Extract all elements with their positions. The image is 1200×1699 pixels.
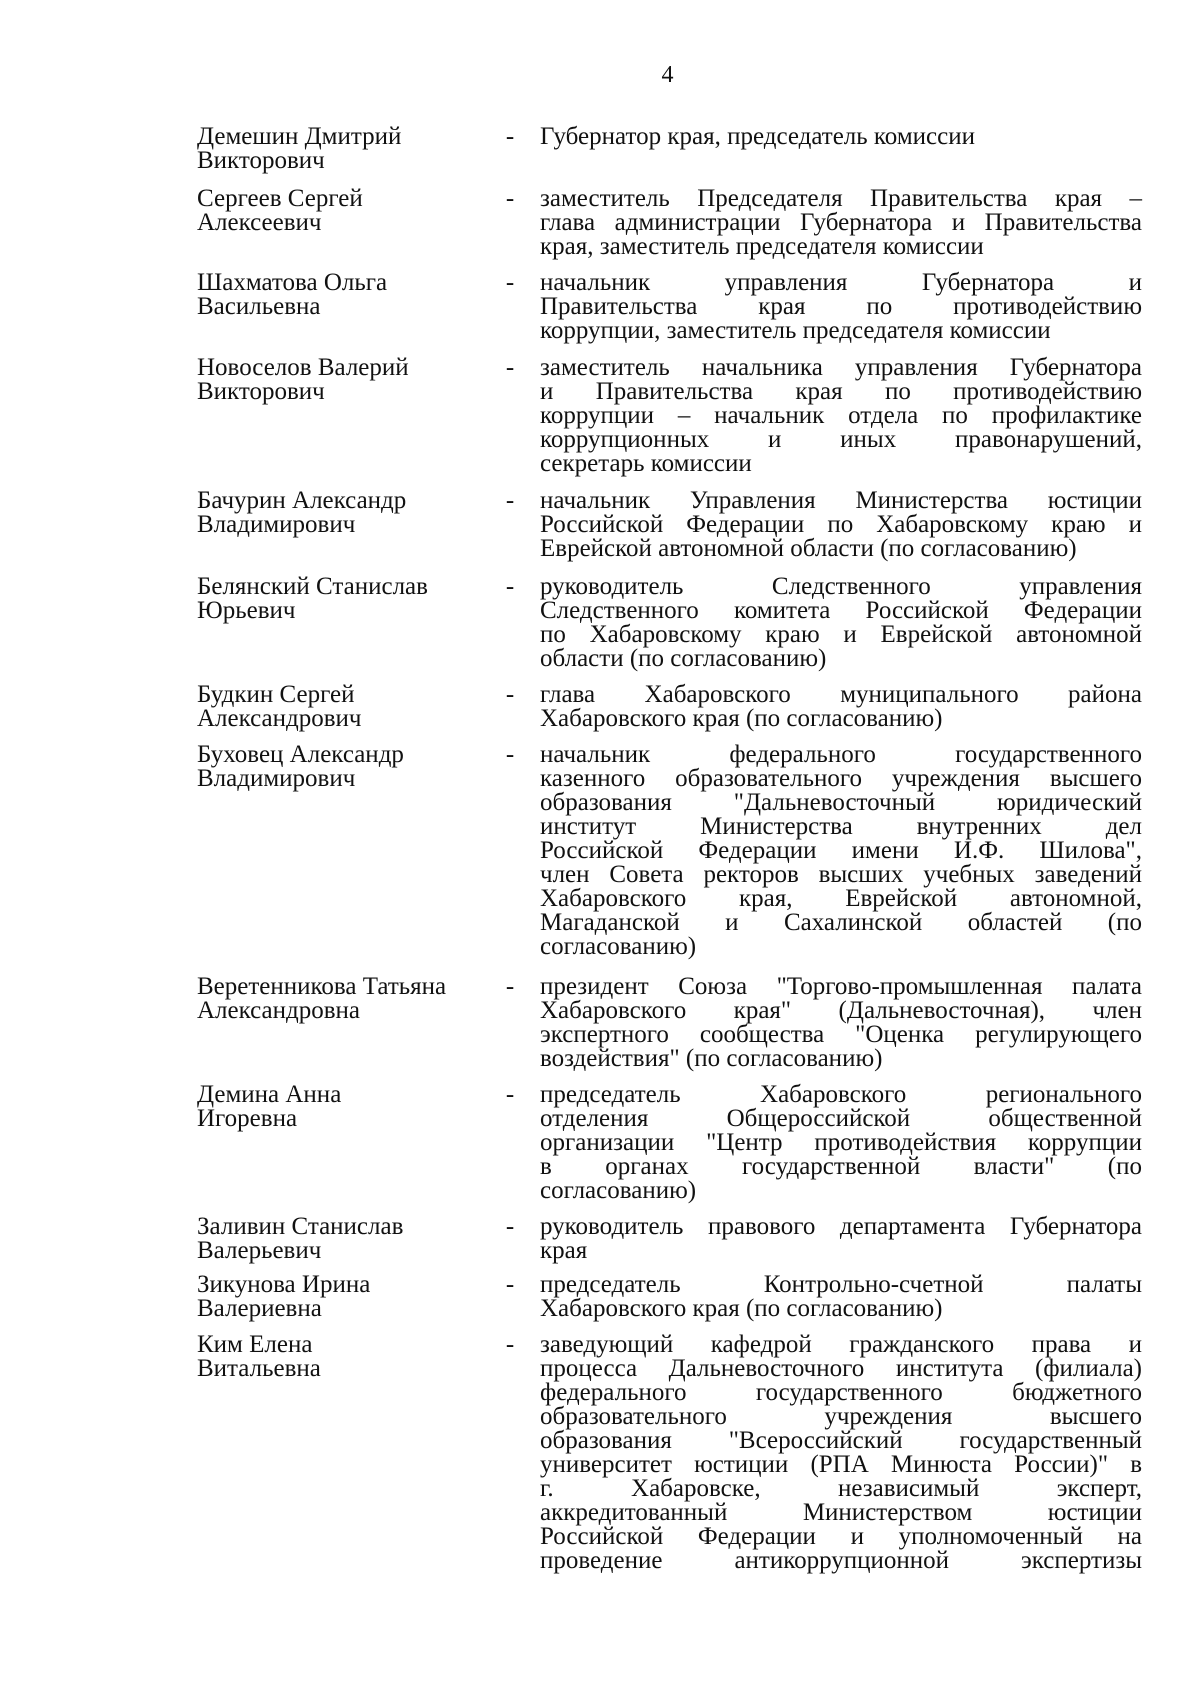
member-name-line: Новоселов Валерий xyxy=(197,354,409,381)
member-role-line: Хабаровского края (по согласованию) xyxy=(540,1295,943,1322)
member-role-line: университет юстиции (РПА Минюста России)" в xyxy=(540,1451,1142,1478)
member-name xyxy=(197,683,487,731)
member-role xyxy=(540,1215,1142,1263)
member-role-line: воздействия" (по согласованию) xyxy=(540,1045,883,1072)
separator-dash: - xyxy=(505,185,515,212)
member-name xyxy=(197,1333,487,1381)
member-role-line: председатель Контрольно-счетной палаты xyxy=(540,1271,1142,1298)
member-name xyxy=(197,975,487,1023)
member-name-line: Буховец Александр xyxy=(197,741,404,768)
member-role xyxy=(540,743,1142,959)
member-role-line: края xyxy=(540,1237,588,1264)
separator-dash: - xyxy=(505,1213,515,1240)
member-role-line: проведение антикоррупционной экспертизы xyxy=(540,1547,1142,1574)
member-role-line: президент Союза "Торгово-промышленная палата xyxy=(540,973,1142,1000)
member-role-line: председатель Хабаровского регионального xyxy=(540,1081,1142,1108)
member-name-line: Шахматова Ольга xyxy=(197,269,388,296)
member-name-line: Александрович xyxy=(197,705,362,732)
separator-dash: - xyxy=(505,741,515,768)
member-role-line: секретарь комиссии xyxy=(540,450,752,477)
member-name-line: Демешин Дмитрий xyxy=(197,123,402,150)
member-name xyxy=(197,743,487,791)
member-role xyxy=(540,575,1142,671)
member-role-line: Следственного комитета Российской Федерации xyxy=(540,597,1142,624)
member-role-line: руководитель Следственного управления xyxy=(540,573,1142,600)
member-name-line: Юрьевич xyxy=(197,597,296,624)
member-role-line: Российской Федерации по Хабаровскому краю и xyxy=(540,511,1142,538)
member-role-line: края, заместитель председателя комиссии xyxy=(540,233,984,260)
member-name xyxy=(197,271,487,319)
separator-dash: - xyxy=(505,487,515,514)
member-role xyxy=(540,489,1142,561)
member-name-line: Белянский Станислав xyxy=(197,573,428,600)
member-name-line: Демина Анна xyxy=(197,1081,342,1108)
member-role-line: федерального государственного бюджетного xyxy=(540,1379,1142,1406)
member-role-line: по Хабаровскому краю и Еврейской автономной xyxy=(540,621,1142,648)
member-role-line: г. Хабаровске, независимый эксперт, xyxy=(540,1475,1142,1502)
member-role-line: член Совета ректоров высших учебных заведений xyxy=(540,861,1142,888)
member-name xyxy=(197,1215,487,1263)
member-role-line: Губернатор края, председатель комиссии xyxy=(540,123,975,150)
member-role-line: экспертного сообщества "Оценка регулирующего xyxy=(540,1021,1142,1048)
member-role-line: образования "Всероссийский государственный xyxy=(540,1427,1142,1454)
member-role-line: институт Министерства внутренних дел xyxy=(540,813,1142,840)
member-name xyxy=(197,125,487,173)
member-name-line: Бачурин Александр xyxy=(197,487,407,514)
member-name-line: Валериевна xyxy=(197,1295,322,1322)
member-role-line: отделения Общероссийской общественной xyxy=(540,1105,1142,1132)
member-role xyxy=(540,187,1142,259)
member-role xyxy=(540,1333,1142,1573)
member-name xyxy=(197,1083,487,1131)
member-name-line: Владимирович xyxy=(197,511,356,538)
member-role-line: заместитель Председателя Правительства края – xyxy=(540,185,1142,212)
member-name xyxy=(197,575,487,623)
member-role-line: коррупционных и иных правонарушений, xyxy=(540,426,1142,453)
separator-dash: - xyxy=(505,1331,515,1358)
member-role-line: Хабаровского края" (Дальневосточная), член xyxy=(540,997,1142,1024)
member-role xyxy=(540,125,1142,149)
member-role-line: образовательного учреждения высшего xyxy=(540,1403,1142,1430)
separator-dash: - xyxy=(505,573,515,600)
member-role xyxy=(540,1273,1142,1321)
member-role-line: заведующий кафедрой гражданского права и xyxy=(540,1331,1142,1358)
member-role-line: и Правительства края по противодействию xyxy=(540,378,1142,405)
separator-dash: - xyxy=(505,973,515,1000)
member-role-line: организации "Центр противодействия коррупции xyxy=(540,1129,1142,1156)
member-role-line: согласованию) xyxy=(540,1177,697,1204)
member-name-line: Заливин Станислав xyxy=(197,1213,404,1240)
member-role xyxy=(540,975,1142,1071)
member-name-line: Будкин Сергей xyxy=(197,681,355,708)
member-name-line: Владимирович xyxy=(197,765,356,792)
member-name xyxy=(197,1273,487,1321)
member-name xyxy=(197,489,487,537)
member-name xyxy=(197,187,487,235)
member-role-line: Правительства края по противодействию xyxy=(540,293,1142,320)
separator-dash: - xyxy=(505,354,515,381)
member-role xyxy=(540,356,1142,476)
separator-dash: - xyxy=(505,1271,515,1298)
member-name-line: Ким Елена xyxy=(197,1331,313,1358)
member-role-line: процесса Дальневосточного института (филиала) xyxy=(540,1355,1142,1382)
member-role-line: в органах государственной власти" (по xyxy=(540,1153,1142,1180)
separator-dash: - xyxy=(505,681,515,708)
member-role-line: области (по согласованию) xyxy=(540,645,827,672)
member-role-line: Хабаровского края, Еврейской автономной, xyxy=(540,885,1142,912)
separator-dash: - xyxy=(505,123,515,150)
member-name-line: Валерьевич xyxy=(197,1237,322,1264)
separator-dash: - xyxy=(505,269,515,296)
member-role xyxy=(540,271,1142,343)
separator-dash: - xyxy=(505,1081,515,1108)
member-role-line: коррупции – начальник отдела по профилактике xyxy=(540,402,1142,429)
member-role-line: начальник федерального государственного xyxy=(540,741,1142,768)
member-role-line: Хабаровского края (по согласованию) xyxy=(540,705,943,732)
member-name-line: Сергеев Сергей xyxy=(197,185,363,212)
member-name-line: Викторович xyxy=(197,378,325,405)
member-role-line: глава администрации Губернатора и Правительства xyxy=(540,209,1142,236)
member-name-line: Витальевна xyxy=(197,1355,321,1382)
member-name xyxy=(197,356,487,404)
member-role xyxy=(540,683,1142,731)
page-number: 4 xyxy=(661,62,674,88)
member-role-line: Российской Федерации и уполномоченный на xyxy=(540,1523,1142,1550)
member-role-line: согласованию) xyxy=(540,933,697,960)
member-role-line: начальник управления Губернатора и xyxy=(540,269,1142,296)
member-name-line: Игоревна xyxy=(197,1105,298,1132)
member-role-line: глава Хабаровского муниципального района xyxy=(540,681,1142,708)
member-role-line: руководитель правового департамента Губернатора xyxy=(540,1213,1142,1240)
member-role-line: Российской Федерации имени И.Ф. Шилова", xyxy=(540,837,1142,864)
member-name-line: Зикунова Ирина xyxy=(197,1271,371,1298)
member-name-line: Александровна xyxy=(197,997,361,1024)
member-role-line: заместитель начальника управления Губернатора xyxy=(540,354,1142,381)
member-role xyxy=(540,1083,1142,1203)
member-name-line: Викторович xyxy=(197,147,325,174)
member-name-line: Васильевна xyxy=(197,293,321,320)
member-role-line: аккредитованный Министерством юстиции xyxy=(540,1499,1142,1526)
member-name-line: Алексеевич xyxy=(197,209,322,236)
member-role-line: начальник Управления Министерства юстиции xyxy=(540,487,1142,514)
member-role-line: Магаданской и Сахалинской областей (по xyxy=(540,909,1142,936)
member-role-line: коррупции, заместитель председателя комиссии xyxy=(540,317,1051,344)
member-role-line: Еврейской автономной области (по согласованию) xyxy=(540,535,1077,562)
member-role-line: образования "Дальневосточный юридический xyxy=(540,789,1142,816)
member-name-line: Веретенникова Татьяна xyxy=(197,973,447,1000)
member-role-line: казенного образовательного учреждения высшего xyxy=(540,765,1142,792)
